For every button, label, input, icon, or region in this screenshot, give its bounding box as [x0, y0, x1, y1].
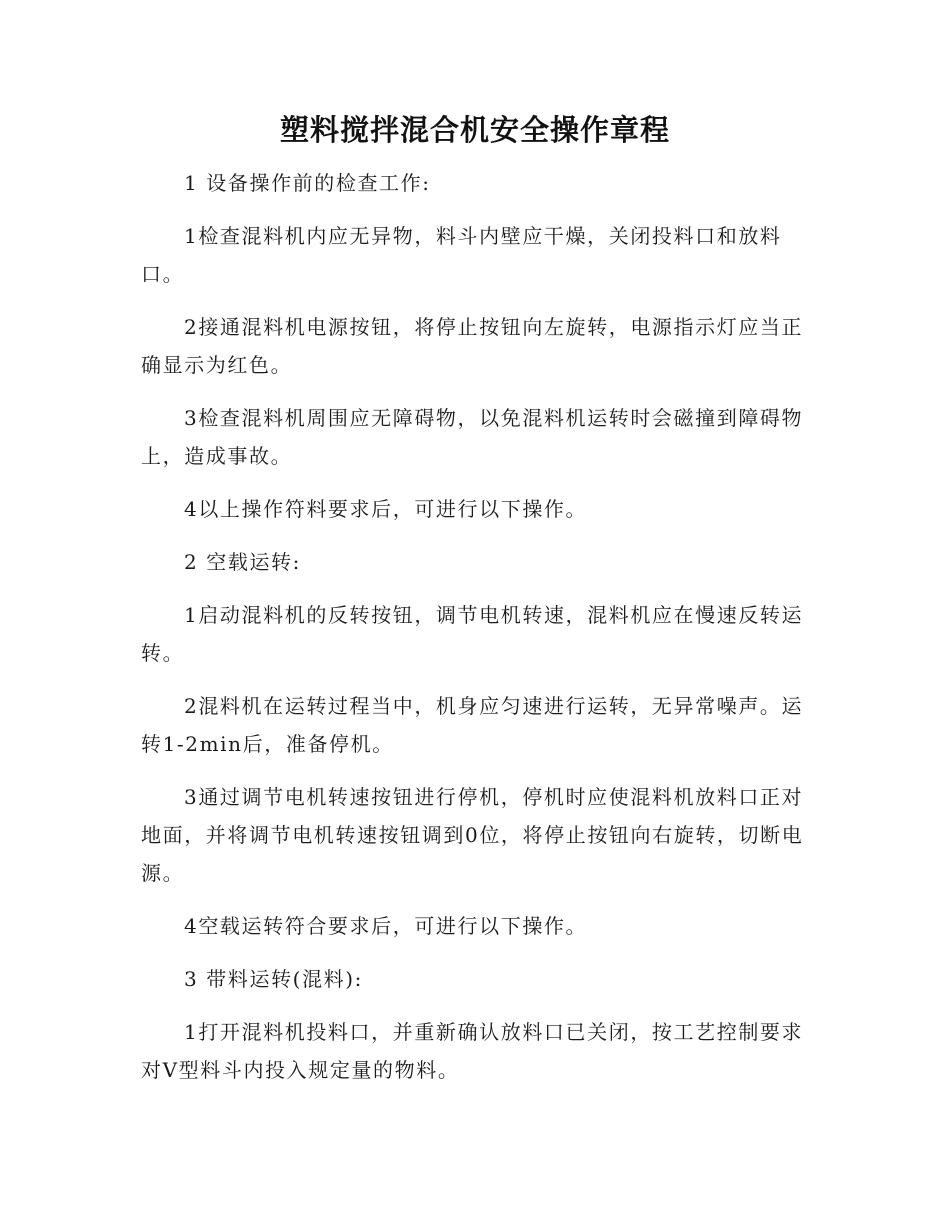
paragraph: 1打开混料机投料口，并重新确认放料口已关闭，按工艺控制要求对V型料斗内投入规定量的物料。 — [141, 1020, 804, 1082]
document-body — [141, 164, 811, 1104]
document-title: 塑料搅拌混合机安全操作章程 — [279, 113, 670, 147]
section-heading-1: 1 设备操作前的检查工作: — [184, 171, 431, 195]
section-heading-3: 3 带料运转(混料): — [184, 967, 364, 991]
paragraph: 3通过调节电机转速按钮进行停机，停机时应使混料机放料口正对地面，并将调节电机转速按钮调到0位，将停止按钮向右旋转，切断电源。 — [141, 785, 804, 885]
paragraph: 4以上操作符料要求后，可进行以下操作。 — [184, 497, 588, 521]
paragraph: 1启动混料机的反转按钮，调节电机转速，混料机应在慢速反转运转。 — [141, 603, 804, 665]
paragraph: 3检查混料机周围应无障碍物，以免混料机运转时会磁撞到障碍物上，造成事故。 — [141, 406, 804, 468]
section-heading-2: 2 空载运转: — [184, 550, 302, 574]
paragraph: 1检查混料机内应无异物，料斗内壁应干燥，关闭投料口和放料口。 — [141, 224, 782, 286]
paragraph: 4空载运转符合要求后，可进行以下操作。 — [184, 914, 588, 938]
paragraph: 2混料机在运转过程当中，机身应匀速进行运转，无异常噪声。运转1-2min后，准备停机。 — [141, 694, 804, 756]
paragraph: 2接通混料机电源按钮，将停止按钮向左旋转，电源指示灯应当正确显示为红色。 — [141, 315, 804, 377]
